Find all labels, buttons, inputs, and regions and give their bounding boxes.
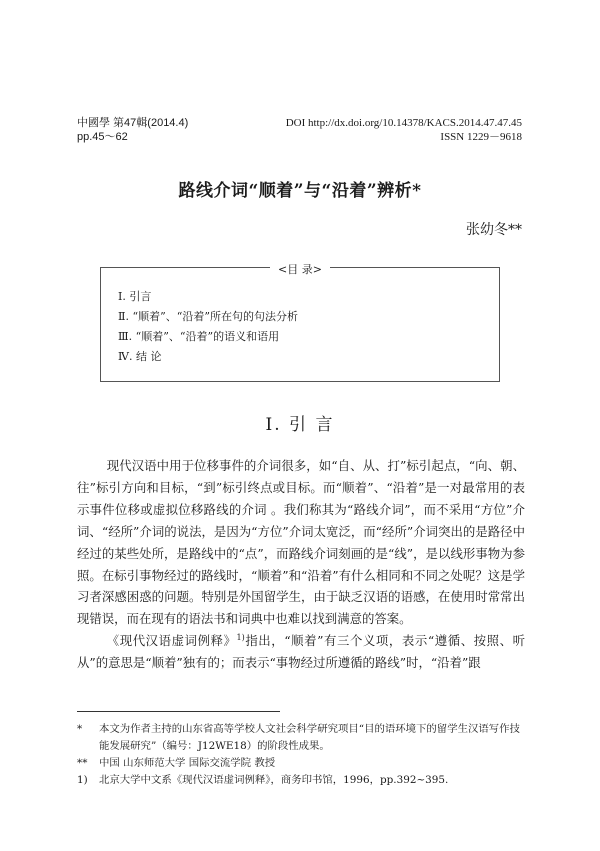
toc-list: [118, 287, 298, 367]
running-header-left: [77, 116, 188, 144]
toc-item: Ⅱ. “顺着”、“沿着”所在句的句法分析: [118, 310, 298, 323]
footnote-text: 北京大学中文系《现代汉语虚词例释》，商务印书馆，1996，pp.392~395.: [99, 774, 449, 786]
issn-line: ISSN 1229－9618: [440, 131, 522, 143]
paragraph: [77, 630, 525, 674]
footnotes: [77, 721, 527, 789]
footnote: [77, 721, 527, 755]
toc-heading-text: <目 录>: [270, 263, 330, 276]
toc-item: Ⅲ. “顺着”、“沿着”的语义和语用: [118, 330, 280, 343]
footnote-text: 中国 山东师范大学 国际交流学院 教授: [99, 757, 276, 769]
footnote: [77, 772, 527, 789]
author-name: 张幼冬**: [466, 222, 522, 238]
footnote-mark: *: [77, 723, 83, 735]
paragraph-text: 指出，“顺着”有三个义项，表示“遵循、按照、听从”的意思是“顺着”独有的；而表示“事物经过所遵循的路线”时，“沿着”跟: [77, 633, 525, 671]
paper-title: 路线介词“顺着”与“沿着”辨析*: [178, 181, 422, 201]
doi-line: DOI http://dx.doi.org/10.14378/KACS.2014.47.47.45: [285, 117, 522, 129]
paragraph: 现代汉语中用于位移事件的介词很多，如“自、从、打”标引起点，“向、朝、往”标引方向和目标，“到”标引终点或目标。而“顺着”、“沿着”是一对最常用的表示事件位移或虚拟位移路线的介词 。我们称其为“路线介词”，而不采用“方位”介词、“经所”介词的说法，是因为“方位”介词太宽泛，而“经所”介词突出的是路径中经过的某些处所，是路线中的“点”，而路线介词刻画的是“线”，是以线形事物为参照。在标引事物经过的路线时，“顺着”和“沿着”有什么相同和不同之处呢？这是学习者深感困惑的问题。特别是外国留学生，由于缺乏汉语的语感，在使用时常常出现错误，而在现有的语法书和词典中也难以找到满意的答案。: [77, 458, 525, 627]
toc-item: Ⅳ. 结 论: [118, 350, 162, 363]
running-header-right: [286, 116, 522, 144]
section-heading: Ⅰ. 引 言: [265, 415, 335, 435]
journal-issue: 中國學 第47輯(2014.4): [77, 117, 189, 129]
cited-book: 《现代汉语虚词例释》: [106, 633, 237, 649]
toc-item: Ⅰ. 引言: [118, 290, 152, 303]
footnote-mark: 1): [77, 774, 88, 786]
footnote-mark: **: [77, 757, 88, 769]
footnote: [77, 755, 527, 772]
toc-heading: [0, 261, 600, 277]
page-range: pp.45～62: [77, 131, 128, 143]
footnote-divider: [77, 711, 280, 712]
footnote-ref: 1): [236, 633, 245, 643]
body-text: [77, 455, 525, 674]
footnote-text: 本文为作者主持的山东省高等学校人文社会科学研究项目“目的语环境下的留学生汉语写作技能发展研究”（编号：J12WE18）的阶段性成果。: [99, 723, 520, 752]
